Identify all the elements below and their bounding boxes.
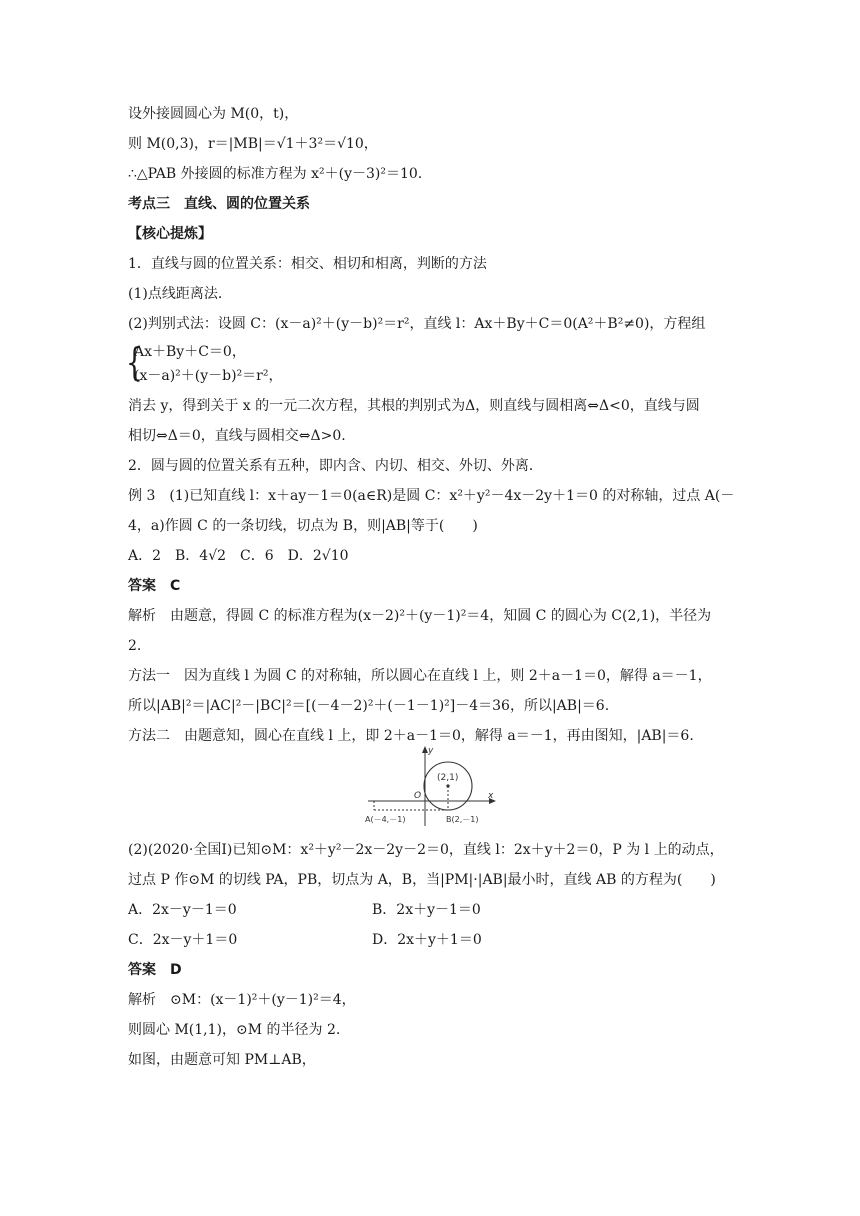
point-b-label: B(2,－1) — [446, 815, 479, 824]
text-line: 4，a)作圆 C 的一条切线，切点为 B，则|AB|等于( ) — [128, 518, 478, 534]
option-c: C．2x－y＋1＝0 — [128, 932, 238, 948]
circle-tangent-figure — [364, 744, 504, 830]
x-axis-label: x — [488, 791, 494, 801]
text-line: (2)判别式法：设圆 C：(x－a)²＋(y－b)²＝r²，直线 l：Ax＋By＋C＝0(A²＋B²≠0)，方程组 — [128, 316, 706, 332]
text-line: 相切⇔Δ＝0，直线与圆相交⇔Δ>0. — [128, 428, 346, 444]
text-line: 消去 y，得到关于 x 的一元二次方程，其根的判别式为Δ，则直线与圆相离⇔Δ<0，直线与圆 — [128, 398, 700, 414]
text-line: 则 M(0,3)，r＝|MB|＝√1＋3²＝√10， — [128, 136, 378, 152]
origin-label: O — [414, 791, 422, 801]
text-line: 设外接圆圆心为 M(0，t)， — [128, 106, 299, 122]
answer-line: 答案 D — [128, 962, 182, 978]
example-line: 例 3 (1)已知直线 l：x＋ay－1＝0(a∈R)是圆 C：x²＋y²－4x－2y＋1＝0 的对称轴，过点 A(－ — [128, 488, 735, 504]
text-line: 则圆心 M(1,1)，⊙M 的半径为 2. — [128, 1022, 341, 1038]
option-b: B．2x＋y－1＝0 — [372, 902, 481, 918]
point-a-label: A(－4,－1) — [365, 815, 406, 824]
y-axis-label: y — [428, 746, 434, 756]
equation-brace: { — [126, 340, 143, 384]
text-line: 所以|AB|²＝|AC|²－|BC|²＝[(－4－2)²＋(－1－1)²]－4＝36，所以|AB|＝6. — [128, 698, 610, 714]
text-line: 如图，由题意可知 PM⊥AB， — [128, 1052, 316, 1068]
text-line: 1．直线与圆的位置关系：相交、相切和相离，判断的方法 — [128, 256, 487, 272]
text-line: 2．圆与圆的位置关系有五种，即内含、内切、相交、外切、外离． — [128, 458, 543, 474]
answer-line: 答案 C — [128, 578, 181, 594]
text-line: ∴△PAB 外接圆的标准方程为 x²＋(y－3)²＝10. — [128, 166, 423, 182]
solution-line: 解析 ⊙M：(x－1)²＋(y－1)²＝4， — [128, 992, 356, 1008]
section-heading: 考点三 直线、圆的位置关系 — [128, 196, 310, 212]
core-heading: 【核心提炼】 — [128, 226, 212, 242]
example-line: (2)(2020·全国Ⅰ)已知⊙M：x²＋y²－2x－2y－2＝0，直线 l：2x＋y＋2＝0，P 为 l 上的动点， — [128, 842, 724, 858]
text-line: 2. — [128, 638, 142, 654]
method-line: 方法二 由题意知，圆心在直线 l 上，即 2＋a－1＝0，解得 a＝－1，再由图知，|AB|＝6. — [128, 728, 694, 744]
solution-line: 解析 由题意，得圆 C 的标准方程为(x－2)²＋(y－1)²＝4，知圆 C 的圆心为 C(2,1)，半径为 — [128, 608, 712, 624]
text-line: (1)点线距离法． — [128, 286, 232, 302]
option-a: A．2x－y－1＝0 — [128, 902, 237, 918]
equation-line: Ax＋By＋C＝0， — [134, 344, 246, 360]
text-line: 过点 P 作⊙M 的切线 PA，PB，切点为 A，B，当|PM|·|AB|最小时，直线 AB 的方程为( ) — [128, 872, 716, 888]
option-d: D．2x＋y＋1＝0 — [372, 932, 482, 948]
center-label: (2,1) — [437, 773, 459, 783]
equation-line: (x－a)²＋(y－b)²＝r²， — [134, 368, 283, 384]
center-point — [446, 784, 449, 787]
method-line: 方法一 因为直线 l 为圆 C 的对称轴，所以圆心在直线 l 上，则 2＋a－1＝0，解得 a＝－1， — [128, 668, 712, 684]
options-line: A．2 B．4√2 C．6 D．2√10 — [128, 548, 349, 564]
